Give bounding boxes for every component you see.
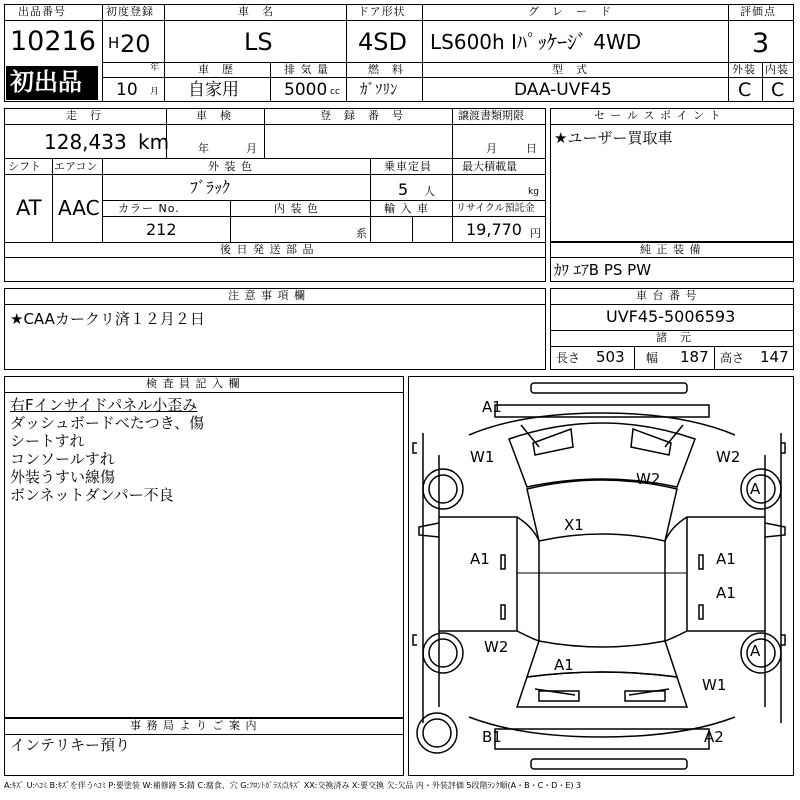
inspector-note: ボンネットダンパー不良 [10, 486, 174, 504]
inspector-note: 外装うすい線傷 [10, 468, 116, 486]
inspector-note: 右Fインサイドパネル小歪み [10, 396, 198, 414]
grade-label: グ レ ー ド [528, 5, 612, 18]
shift: AT [16, 196, 42, 220]
recycle-label: リサイクル預託金 [456, 203, 535, 214]
recycle-unit: 円 [530, 227, 541, 240]
max-load-label: 最大積載量 [462, 160, 517, 173]
width: 187 [680, 348, 709, 366]
inspection-label: 車 検 [196, 109, 232, 122]
office-text: インテリキー預り [10, 736, 131, 754]
month-unit: 月 [150, 87, 160, 97]
fuel-label: 燃 料 [368, 63, 404, 76]
mark-w2-center: W2 [636, 470, 661, 488]
mileage-label: 走 行 [66, 109, 102, 122]
first-listing-text: 初出品 [10, 68, 82, 96]
mark-a1-left-side: A1 [470, 550, 490, 568]
length: 503 [596, 348, 625, 366]
max-load-unit: kg [528, 187, 539, 197]
model-code: DAA-UVF45 [514, 80, 612, 100]
height-label: 高さ [720, 351, 745, 365]
score: 3 [752, 28, 770, 59]
inspector-note: シートすれ [10, 432, 85, 450]
capacity-unit: 人 [424, 185, 435, 198]
mark-w2-right: W2 [716, 448, 741, 466]
mark-b1-rear-left: B1 [482, 728, 502, 746]
mark-a1-rear-center: A1 [554, 656, 574, 674]
mark-w2-left-lower: W2 [484, 638, 509, 656]
aircon: AAC [58, 196, 100, 220]
capacity: 5 [398, 180, 409, 199]
mark-x1: X1 [564, 516, 584, 534]
model-code-label: 型 式 [552, 63, 588, 76]
era: H [108, 34, 120, 52]
score-label: 評価点 [740, 5, 776, 18]
mark-w1-right-lower: W1 [702, 676, 727, 694]
fuel: ｶﾞｿﾘﾝ [360, 80, 398, 98]
history: 自家用 [188, 80, 239, 100]
chassis-label: 車 台 番 号 [636, 289, 698, 302]
transfer-day-unit: 日 [526, 142, 537, 155]
import-label: 輸 入 車 [384, 202, 429, 215]
exterior-color: ﾌﾞﾗｯｸ [190, 178, 231, 197]
mark-a1-right-lower: A1 [716, 584, 736, 602]
interior-color-unit: 系 [356, 227, 367, 240]
mileage-unit: km [138, 130, 170, 154]
door-type: 4SD [358, 28, 407, 56]
aircon-label: エアコン [54, 160, 98, 173]
inspection-year-unit: 年 [198, 142, 209, 155]
specs-label: 諸 元 [656, 331, 692, 344]
inspector-note: コンソールすれ [10, 450, 115, 468]
registration-label: 登 録 番 号 [320, 109, 404, 122]
caution-label: 注 意 事 項 欄 [228, 289, 306, 302]
damage-diagram [408, 376, 794, 776]
interior-grade: C [771, 79, 785, 101]
caution-text: ★CAAカークリ済１２月２日 [10, 310, 205, 328]
interior-grade-label: 内装 [765, 63, 789, 76]
legend: A:ｷｽﾞ U:ﾍｺﾐ B:ｷｽﾞを伴うﾍｺﾐ P:要塗装 W:補修跡 S:錆 C:腐食、穴 G:ﾌﾛﾝﾄｶﾞﾗｽ点ｷｽﾞ XX:交換済み X:要交換 欠:欠品 内・外装評価 5段階ﾗﾝｸ順(A・B・C・D・E) 3 [4, 781, 582, 790]
exterior-grade: C [738, 79, 752, 101]
door-label: ドア形状 [358, 5, 406, 18]
sales-point-text: ★ユーザー買取車 [554, 129, 673, 147]
interior-color-label: 内 装 色 [274, 202, 319, 215]
reg-month: 10 [116, 80, 138, 100]
mark-w1-left: W1 [470, 448, 495, 466]
mark-a1-right-upper: A1 [716, 550, 736, 568]
year-unit: 年 [150, 63, 160, 73]
grade: LS600h Iﾊﾟｯｹｰｼﾞ 4WD [430, 30, 642, 54]
mark-a-right-rear: A [750, 642, 761, 660]
sales-point-label: セ ー ル ス ポ イ ン ト [594, 109, 722, 122]
capacity-label: 乗車定員 [384, 160, 432, 173]
color-no: 212 [146, 220, 177, 239]
recycle-fee: 19,770 [466, 220, 522, 239]
lot-label: 出品番号 [18, 5, 66, 18]
length-label: 長さ [556, 351, 581, 365]
car-name: LS [244, 28, 273, 56]
lot-number: 10216 [10, 26, 96, 57]
office-label: 事 務 局 よ り ご 案 内 [130, 719, 258, 732]
mileage: 128,433 [44, 130, 127, 154]
exterior-grade-label: 外装 [732, 63, 756, 76]
displacement-label: 排 気 量 [284, 63, 329, 76]
later-parts-label: 後 日 発 送 部 品 [220, 243, 315, 256]
mark-front-left: A1 [482, 398, 502, 416]
inspection-month-unit: 月 [246, 142, 257, 155]
car-diagram-svg [409, 377, 794, 776]
chassis-number: UVF45-5006593 [606, 307, 736, 326]
height: 147 [760, 348, 789, 366]
equipment-label: 純 正 装 備 [640, 243, 702, 256]
reg-year: 20 [120, 30, 151, 58]
mark-a2-rear-right: A2 [704, 728, 724, 746]
equipment-text: ｶﾜ ｴｱB PS PW [554, 261, 652, 279]
car-name-label: 車 名 [238, 5, 274, 18]
first-reg-label: 初度登録 [106, 5, 154, 18]
mark-a-right-front: A [750, 480, 761, 498]
transfer-month-unit: 月 [486, 142, 497, 155]
displacement: 5000 [284, 80, 328, 100]
shift-label: シフト [8, 160, 41, 173]
inspector-note: ダッシュボードべたつき、傷 [10, 414, 205, 432]
color-no-label: カラー No. [118, 202, 180, 215]
history-label: 車 歴 [198, 63, 234, 76]
inspector-label: 検 査 員 記 入 欄 [146, 377, 241, 390]
displacement-unit: cc [330, 87, 340, 97]
exterior-color-label: 外 装 色 [208, 160, 253, 173]
width-label: 幅 [646, 351, 659, 365]
transfer-label: 譲渡書類期限 [458, 109, 524, 122]
